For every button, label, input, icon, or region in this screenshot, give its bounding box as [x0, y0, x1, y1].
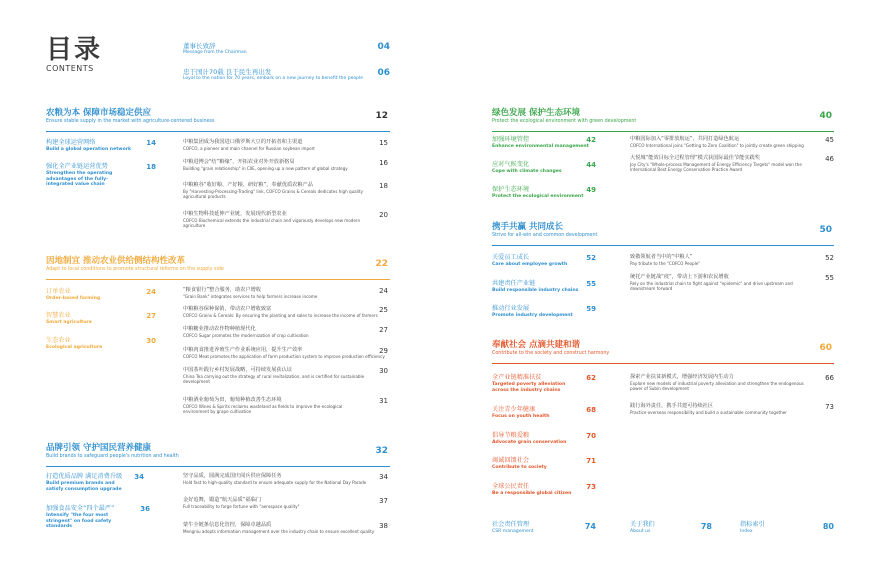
toc-sub-entry[interactable]	[46, 139, 156, 153]
section-page: 40	[819, 111, 832, 121]
sub-title: 倡导节粮爱粮	[492, 432, 530, 439]
article-title: 大悦城“能效目标全过程管理”模式获国际最佳节能实践奖	[630, 155, 760, 161]
toc-article[interactable]	[630, 403, 834, 415]
article-title: 中粮进博会"结“粮缘”，开拓农业对外开放新格局	[183, 159, 295, 165]
toc-article[interactable]	[183, 473, 388, 485]
sub-subtitle: Ecological agriculture	[46, 345, 103, 350]
sub-page: 44	[586, 161, 596, 169]
sub-subtitle: Protect the ecological environment	[492, 194, 584, 199]
sub-title: 智慧农业	[46, 312, 71, 319]
entry-page: 80	[822, 522, 834, 531]
sub-title: 生态农业	[46, 337, 71, 344]
article-page: 73	[825, 403, 834, 411]
section-subtitle: Adapt to local conditions to promote structural reforms on the supply side	[46, 267, 224, 272]
toc-sub-entry[interactable]	[492, 254, 596, 268]
toc-article[interactable]	[630, 136, 834, 148]
article-title: 中粮国际加入“零排放航运”，共同打造绿色航运	[630, 136, 740, 142]
sub-page: 24	[146, 288, 156, 296]
article-page: 16	[379, 159, 388, 167]
sub-title: 加强食品安全“四个最严”	[46, 505, 115, 512]
article-title: 致敬领航者当中的“中粮人”	[630, 254, 693, 260]
article-page: 55	[825, 274, 834, 282]
toc-sub-entry[interactable]	[492, 280, 596, 294]
sub-title: 订单农业	[46, 288, 71, 295]
sub-subtitle: Enhance environmental management	[492, 144, 589, 149]
article-title: 中粮肉食推进养殖生产作业系统应用，提升生产效率	[183, 347, 303, 353]
article-subtitle: Mengniu adopts information management over the industry chain to ensure excellent quality	[183, 529, 375, 534]
sub-page: 30	[146, 337, 156, 345]
sub-subtitle: Build responsible industry chains	[492, 288, 579, 293]
sub-page: 49	[586, 186, 596, 194]
article-title: 探索产业扶贫新模式，增强经济发展内生动力	[630, 374, 734, 380]
sub-title: 共建责任产业链	[492, 280, 536, 287]
article-page: 25	[379, 306, 388, 314]
sub-page: 14	[146, 139, 156, 147]
sub-subtitle: Be a responsible global citizen	[492, 491, 572, 496]
toc-sub-entry[interactable]	[492, 457, 596, 471]
entry-subtitle: Message from the Chairman	[183, 50, 247, 55]
section-rule	[46, 466, 390, 467]
article-subtitle: COFCO, a pioneer and main channel for Russian soybean import	[183, 146, 315, 151]
sub-subtitle: Cope with climate changes	[492, 169, 562, 174]
entry-title: 关于我们	[630, 521, 655, 528]
entry-subtitle: Index	[740, 529, 753, 534]
toc-article[interactable]	[630, 155, 834, 172]
sub-subtitle: Strengthen the operating advantages of the fully-integrated value chain	[46, 171, 113, 188]
sub-title: 竭诚回馈社会	[492, 457, 530, 464]
toc-article[interactable]	[183, 139, 388, 151]
sub-title: 关注青少年健康	[492, 406, 536, 413]
article-subtitle: Hold fast to high-quality standard to ensure adequate supply for the National Day Parade	[183, 480, 367, 485]
toc-article[interactable]	[183, 287, 388, 299]
article-page: 20	[379, 211, 388, 219]
article-subtitle: COFCO Wines & Spirits reclaims wasteland as fields to improve the ecological environment by grape cultivation	[183, 404, 343, 415]
sub-subtitle: Order-based farming	[46, 296, 101, 301]
sub-page: 36	[140, 505, 150, 513]
article-subtitle: COFCO Sugar promotes the modernization of crop cultivation	[183, 333, 309, 338]
article-title: “粮食银行”整合服务，助农户增收	[183, 287, 262, 293]
toc-entry-70-years[interactable]	[183, 68, 390, 82]
article-title: 坚守品质，圆满完成国庆阅兵供应保障任务	[183, 473, 282, 479]
section-page: 12	[375, 111, 388, 121]
article-subtitle: Joy City's "Whole-process Management of Energy Efficiency Targets" model won the International Best Energy Conservation Practice Award	[630, 162, 802, 173]
sub-subtitle: Intensify "the four most stringent" on food safety standards	[46, 513, 112, 530]
sub-page: 71	[586, 457, 596, 465]
sub-page: 59	[586, 305, 596, 313]
entry-page: 06	[377, 68, 390, 78]
page-title: 目录	[46, 35, 103, 65]
section-header-green[interactable]	[492, 108, 834, 132]
toc-article[interactable]	[183, 497, 388, 509]
article-page: 37	[379, 497, 388, 505]
toc-sub-entry[interactable]	[46, 473, 156, 492]
sub-page: 18	[146, 163, 156, 171]
article-title: 中粮酒业葡萄为田，葡萄种植改善生态环境	[183, 397, 282, 403]
section-title: 农粮为本 保障市场稳定供应	[46, 108, 151, 118]
article-page: 29	[379, 347, 388, 355]
article-subtitle: China Tea carrying out the strategy of rural revitalization, and is certified for sustainable development	[183, 374, 365, 385]
toc-entry-about-us[interactable]	[630, 521, 712, 535]
section-header-win[interactable]	[492, 222, 834, 246]
sub-subtitle: Targeted poverty alleviation across the industry chains	[492, 382, 566, 393]
article-page: 46	[825, 155, 834, 163]
sub-subtitle: Promote industry development	[492, 313, 573, 318]
section-rule	[492, 131, 834, 132]
section-page: 60	[819, 343, 832, 353]
article-subtitle: "Grain Bank" integrates services to help farmers increase income	[183, 294, 318, 299]
section-rule	[492, 363, 834, 364]
sub-title: 全球公民责任	[492, 483, 530, 490]
article-title: 践行海外责任，携手共建可持续社区	[630, 403, 714, 409]
article-page: 30	[379, 367, 388, 375]
toc-sub-entry[interactable]	[492, 483, 596, 497]
section-subtitle: Build brands to safeguard people's nutrition and health	[46, 454, 179, 459]
article-subtitle: Practice overseas responsibility and build a sustainable community together	[630, 410, 787, 415]
toc-sub-entry[interactable]	[46, 288, 156, 302]
section-subtitle: Protect the ecological environment with green development	[492, 119, 637, 124]
sub-page: 68	[586, 406, 596, 414]
sub-page: 70	[586, 432, 596, 440]
sub-subtitle: Contribute to society	[492, 465, 547, 470]
toc-sub-entry[interactable]	[492, 374, 596, 393]
toc-entry-chairman[interactable]	[183, 42, 390, 56]
toc-sub-entry[interactable]	[492, 186, 596, 200]
article-subtitle: COFCO International joins "Getting to Zero Coalition" to jointly create green shipping	[630, 143, 804, 148]
section-page: 50	[819, 225, 832, 235]
article-subtitle: COFCO Meat promotes the application of farm production system to improve production efficiency	[183, 354, 385, 359]
section-header-agriculture[interactable]	[46, 108, 390, 132]
entry-page: 04	[377, 42, 390, 52]
section-title: 奉献社会 点滴共建和谐	[492, 340, 580, 350]
section-page: 22	[375, 259, 388, 269]
section-title: 携手共赢 共同成长	[492, 222, 563, 232]
toc-article[interactable]	[183, 159, 388, 171]
article-subtitle: Pay tribute to the "COFCO People"	[630, 261, 701, 266]
toc-article[interactable]	[183, 367, 388, 384]
article-page: 38	[379, 522, 388, 530]
sub-page: 52	[586, 254, 596, 262]
section-rule	[46, 279, 390, 280]
entry-title: 董事长致辞	[183, 42, 216, 50]
sub-page: 42	[586, 136, 596, 144]
article-title: 中国茶叶践行乡村发展战略，可持续发展获认证	[183, 367, 292, 373]
sub-subtitle: Smart agriculture	[46, 320, 92, 325]
article-page: 45	[825, 136, 834, 144]
section-title: 品牌引领 守护国民营养健康	[46, 443, 151, 453]
sub-subtitle: Build premium brands and satisfy consumption upgrade	[46, 481, 122, 492]
section-subtitle: Strive for all-win and common development	[492, 233, 598, 238]
toc-article[interactable]	[630, 274, 834, 291]
toc-article[interactable]	[183, 347, 388, 359]
section-rule	[46, 131, 390, 132]
toc-article[interactable]	[183, 397, 388, 414]
article-page: 24	[379, 287, 388, 295]
entry-page: 74	[584, 522, 596, 531]
entry-subtitle: CSR management	[492, 529, 534, 534]
article-subtitle: Explore new models of industrial poverty alleviation and strengthen the endogenous power of Subin development	[630, 381, 804, 392]
article-page: 31	[379, 397, 388, 405]
article-title: 蒙牛全链条信息化管控，保障卓越品质	[183, 522, 272, 528]
article-title: 中粮粮谷“收好粮、产好粮、研好粮”，奉献优质农粮产品	[183, 182, 313, 188]
toc-article[interactable]	[183, 522, 388, 534]
sub-title: 全产业链精准扶贫	[492, 374, 542, 381]
sub-subtitle: Focus on youth health	[492, 414, 550, 419]
section-page: 32	[375, 446, 388, 456]
section-title: 绿色发展 保护生态环境	[492, 108, 580, 118]
article-subtitle: Full traceability to forge fortune with "aerospace quality"	[183, 504, 300, 509]
article-page: 18	[379, 182, 388, 190]
sub-page: 27	[146, 312, 156, 320]
toc-sub-entry[interactable]	[46, 163, 156, 188]
toc-sub-entry[interactable]	[492, 161, 596, 175]
sub-page: 62	[586, 374, 596, 382]
sub-title: 保护生态环境	[492, 186, 530, 193]
toc-article[interactable]	[183, 306, 388, 318]
article-subtitle: By "Harvesting-Processing-Trading" link, COFCO Grains & Cereals dedicates high quality agricultural products	[183, 189, 363, 200]
article-title: 中粮糖业推动农作物种植现代化	[183, 326, 256, 332]
toc-sub-entry[interactable]	[46, 337, 156, 351]
sub-title: 构建全球运营网络	[46, 139, 96, 146]
sub-subtitle: Advocate grain conservation	[492, 440, 567, 445]
article-page: 27	[379, 326, 388, 334]
sub-title: 推动行业发展	[492, 305, 530, 312]
toc-sub-entry[interactable]	[492, 136, 596, 150]
sub-page: 73	[586, 483, 596, 491]
toc-sub-entry[interactable]	[492, 305, 596, 319]
toc-sub-entry[interactable]	[46, 505, 156, 530]
sub-title: 加强环境管控	[492, 136, 530, 143]
article-subtitle: Building "grain relationship" in CIIE, opening up a new pattern of global strategy	[183, 166, 348, 171]
toc-article[interactable]	[630, 254, 834, 266]
sub-title: 打造优质品牌 满足消费升级	[46, 473, 123, 480]
article-subtitle: COFCO Biochemical extends the industrial chain and vigorously develops new modern agriculture	[183, 218, 361, 229]
sub-subtitle: Care about employee growth	[492, 262, 568, 267]
article-page: 15	[379, 139, 388, 147]
section-header-society[interactable]	[492, 340, 834, 364]
article-title: 金好追舞，锻造“航天品质”福临门	[183, 497, 262, 503]
article-title: 中粮生物科技延伸产业链，发展现代新型农业	[183, 211, 287, 217]
section-header-brands[interactable]	[46, 443, 390, 467]
entry-title: 指标索引	[740, 521, 765, 528]
toc-article[interactable]	[630, 374, 834, 391]
page-subtitle: CONTENTS	[46, 64, 94, 73]
section-subtitle: Contribute to the society and construct harmony	[492, 351, 610, 356]
article-title: 中粮集团成为我国进口俄罗斯大豆的开拓者和主渠道	[183, 139, 303, 145]
toc-sub-entry[interactable]	[492, 406, 596, 420]
sub-subtitle: Build a global operation network	[46, 147, 132, 152]
article-title: 中粮粮谷保种保销，带动农户增收致富	[183, 306, 272, 312]
article-subtitle: COFCO Grains & Cereals: By ensuring the planting and sales to increase the income of farmers	[183, 313, 378, 318]
article-page: 66	[825, 374, 834, 382]
toc-entry-csr-management[interactable]	[492, 521, 596, 535]
sub-title: 强化全产业链运营优势	[46, 163, 108, 170]
entry-title: 社会责任管理	[492, 521, 530, 528]
sub-page: 55	[586, 280, 596, 288]
section-title: 因地制宜 推动农业供给侧结构性改革	[46, 256, 185, 266]
section-subtitle: Ensure stable supply in the market with agriculture-centered business	[46, 119, 215, 124]
toc-article[interactable]	[183, 326, 388, 338]
article-subtitle: Rely on the industrial chain to fight against "epidemic" and drive upstream and downstream forward	[630, 281, 793, 292]
section-header-reform[interactable]	[46, 256, 390, 280]
article-title: 统托产业链战“疫”，带动上下游和农民增收	[630, 274, 729, 280]
sub-page: 34	[134, 473, 144, 481]
sub-title: 关爱员工成长	[492, 254, 530, 261]
entry-title: 忠于国计70载 良于民生再出发	[183, 68, 272, 76]
sub-title: 应对气候变化	[492, 161, 530, 168]
toc-sub-entry[interactable]	[492, 432, 596, 446]
toc-entry-index[interactable]	[740, 521, 834, 535]
article-page: 34	[379, 473, 388, 481]
article-page: 52	[825, 254, 834, 262]
entry-page: 78	[700, 522, 712, 531]
section-rule	[492, 245, 834, 246]
entry-subtitle: Loyal to the nation for 70 years, embark on a new journey to benefit the people	[183, 76, 363, 81]
toc-article[interactable]	[183, 211, 388, 228]
entry-subtitle: About us	[630, 529, 651, 534]
toc-sub-entry[interactable]	[46, 312, 156, 326]
toc-article[interactable]	[183, 182, 388, 199]
